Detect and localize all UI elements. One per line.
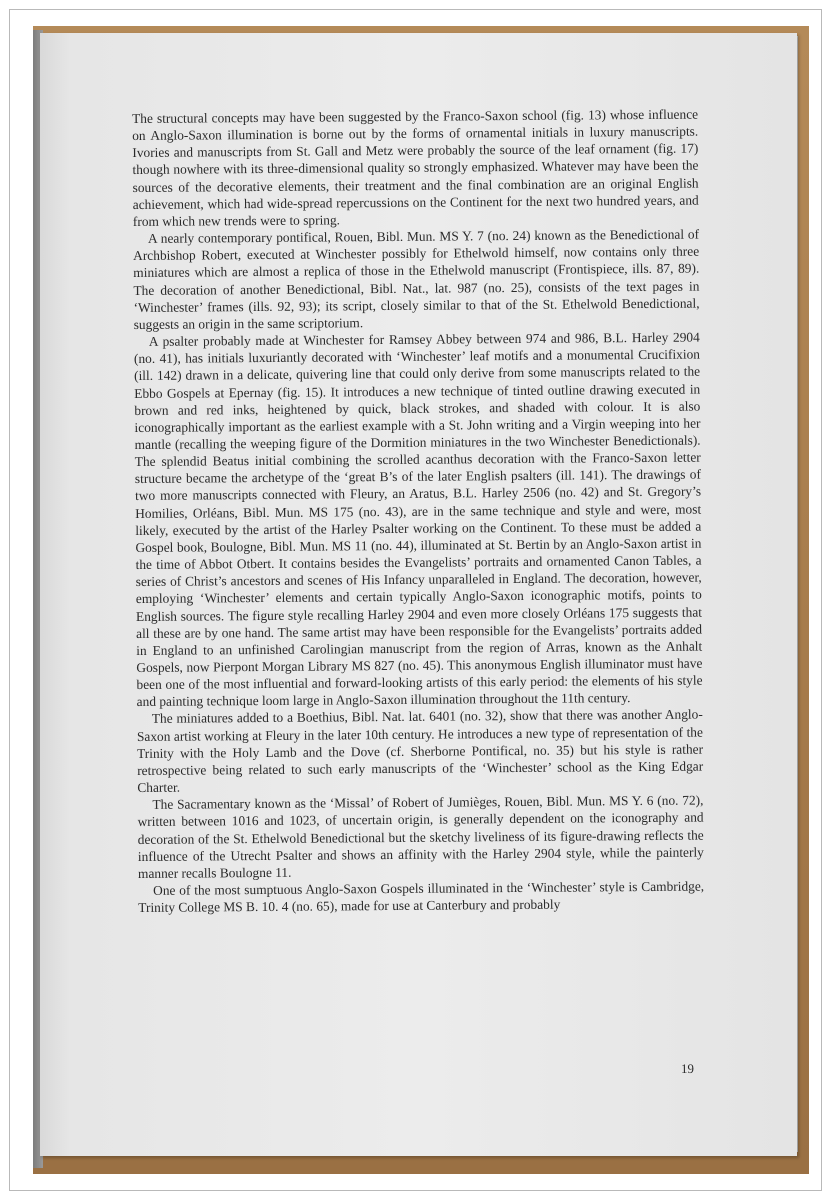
paragraph: A psalter probably made at Winchester for Ramsey Abbey between 974 and 986, B.L. Harley 2904 (no. 41), has initials luxuriantly decorated with ‘Winchester’ leaf motifs and a monumental Crucifixion (ill. 142) drawn in a delicate, quivering line that could only derive from some manuscripts related to the Ebbo Gospels at Epernay (fig. 15). It introduces a new technique of tinted outline drawing executed in brown and red inks, heightened by quick, black strokes, and shaded with colour. It is also iconographically important as the earliest example with a St. John writing and a Virgin weeping into her mantle (recalling the weeping figure of the Dormition miniatures in the two Winchester Benedictionals). The splendid Beatus initial combining the scrolled acanthus decoration with the Franco-Saxon letter structure became the archetype of the ‘great B’s of the later English psalters (ill. 141). The drawings of two more manuscripts connected with Fleury, an Aratus, B.L. Harley 2506 (no. 42) and St. Gregory’s Homilies, Orléans, Bibl. Mun. MS 175 (no. 43), are in the same technique and style and were, most likely, executed by the artist of the Harley Psalter working on the Continent. To these must be added a Gospel book, Boulogne, Bibl. Mun. MS 11 (no. 44), illuminated at St. Bertin by an Anglo-Saxon artist in the time of Abbot Otbert. It contains besides the Evangelists’ portraits and ornamented Canon Tables, a series of Christ’s ancestors and scenes of His Infancy unparalleled in England. The decoration, however, employing ‘Winchester’ elements and certain typically Anglo-Saxon iconographic motifs, points to English sources. The figure style recalling Harley 2904 and even more closely Orléans 175 suggests that all these are by one hand. The same artist may have been responsible for the Evangelists’ portraits added in England to an unfinished Carolingian manuscript from the region of Arras, known as the Anhalt Gospels, now Pierpont Morgan Library MS 827 (no. 45). This anonymous English illuminator must have been one of the most influential and forward-looking artists of this early period: the elements of his style and painting technique loom large in Anglo-Saxon illumination throughout the 11th century. [133, 329, 703, 710]
paragraph: The structural concepts may have been suggested by the Franco-Saxon school (fig. 13) whose influence on Anglo-Saxon illumination is borne out by the forms of ornamental initials in luxury manuscripts. Ivories and manuscripts from St. Gall and Metz were probably the source of the leaf ornament (fig. 17) though nowhere with its three-dimensional quality so strongly emphasized. Whatever may have been the sources of the decorative elements, their treatment and the final combination are an original English achievement, which had wide-spread repercussions on the Continent for the next two hundred years, and from which new trends were to spring. [132, 106, 699, 229]
paragraph: The miniatures added to a Boethius, Bibl. Nat. lat. 6401 (no. 32), show that there was another Anglo-Saxon artist working at Fleury in the later 10th century. He introduces a new type of representation of the Trinity with the Holy Lamb and the Dove (cf. Sherborne Pontifical, no. 35) but his style is rather retrospective being related to such early manuscripts of the ‘Winchester’ school as the King Edgar Charter. [136, 707, 704, 796]
paragraph: One of the most sumptuous Anglo-Saxon Gospels illuminated in the ‘Winchester’ style is Cambridge, Trinity College MS B. 10. 4 (no. 65), made for use at Canterbury and probably [138, 878, 705, 916]
paragraph: The Sacramentary known as the ‘Missal’ of Robert of Jumièges, Rouen, Bibl. Mun. MS Y. 6 (no. 72), written between 1016 and 1023, of uncertain origin, is generally dependent on the iconography and decoration of the St. Ethelwold Benedictional but the sketchy liveliness of its figure-drawing reflects the influence of the Utrecht Psalter and shows an affinity with the Harley 2904 style, while the painterly manner recalls Boulogne 11. [137, 792, 704, 881]
page-number: 19 [680, 1060, 695, 1077]
paragraph: A nearly contemporary pontifical, Rouen, Bibl. Mun. MS Y. 7 (no. 24) known as the Benedictional of Archbishop Robert, executed at Winchester possibly for Ethelwold himself, now contains only three miniatures which are almost a replica of those in the Ethelwold manuscript (Frontispiece, ills. 87, 89). The decoration of another Benedictional, Bibl. Nat., lat. 987 (no. 25), consists of the text pages in ‘Winchester’ frames (ills. 92, 93); its script, closely similar to that of the St. Ethelwold Benedictional, suggests an origin in the same scriptorium. [133, 226, 700, 332]
body-text [132, 106, 704, 917]
